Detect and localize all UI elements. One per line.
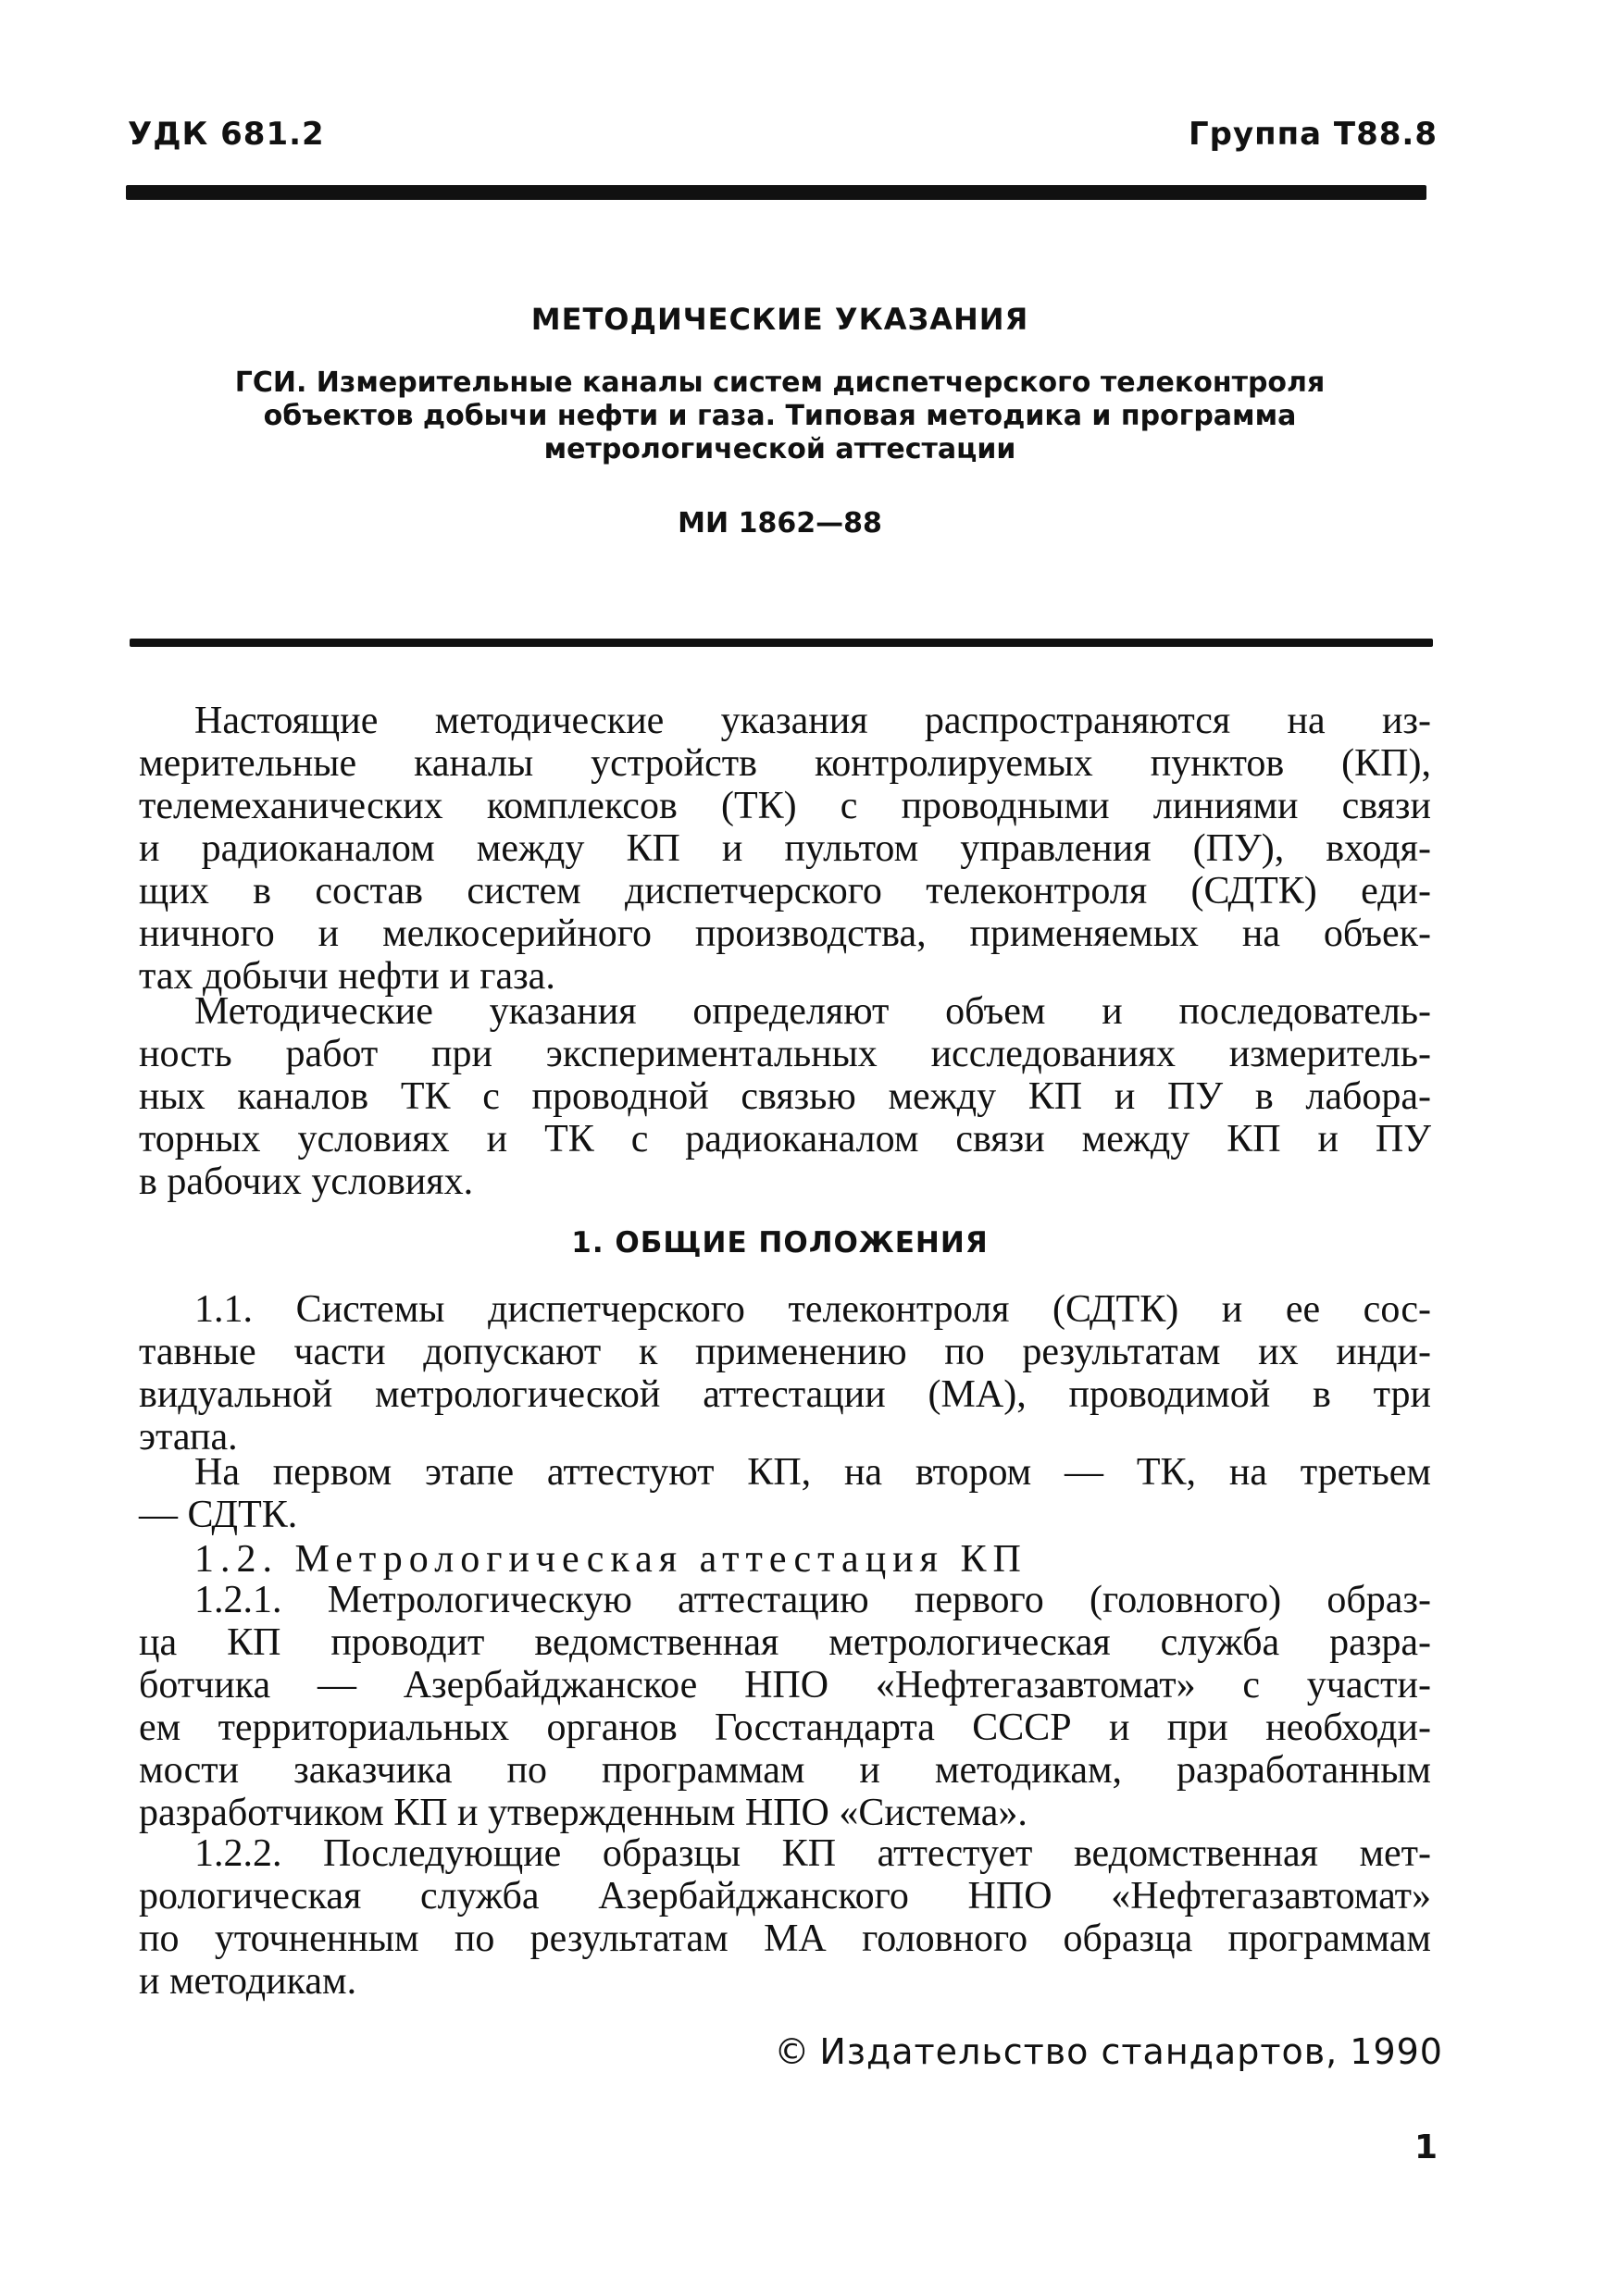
document-title: МЕТОДИЧЕСКИЕ УКАЗАНИЯ [530, 302, 1029, 337]
group-code: Группа Т88.8 [1188, 116, 1438, 153]
text-line: щих в состав систем диспетчерского телеконтроля (СДТК) еди- [139, 870, 1431, 912]
clause-1-1 [139, 1288, 1431, 1458]
copyright-icon: © [774, 2031, 811, 2072]
subtitle-line: метрологической аттестации [543, 433, 1016, 465]
text-line: по уточненным по результатам МА головного образца программам [139, 1917, 1431, 1960]
udk-code: УДК 681.2 [128, 116, 325, 153]
document-code: МИ 1862—88 [678, 507, 882, 540]
subtitle-line: ГСИ. Измерительные каналы систем диспетчерского телеконтроля [234, 366, 1326, 399]
subtitle-line: объектов добычи нефти и газа. Типовая методика и программа [263, 400, 1297, 432]
text-line: 1.1. Системы диспетчерского телеконтроля (СДТК) и ее сос- [194, 1288, 1431, 1331]
text-line: торных условиях и ТК с радиоканалом связи между КП и ПУ [139, 1118, 1431, 1160]
text-line: ничного и мелкосерийного производства, применяемых на объек- [139, 912, 1431, 955]
text-line: ботчика — Азербайджанское НПО «Нефтегазавтомат» с участи- [139, 1664, 1431, 1706]
page-number: 1 [1414, 2128, 1438, 2166]
text-line: ем территориальных органов Госстандарта СССР и при необходи- [139, 1706, 1431, 1749]
clause-1-2-2 [139, 1832, 1431, 2003]
text-line: 1.2.2. Последующие образцы КП аттестует ведомственная мет- [194, 1832, 1431, 1875]
text-line: ных каналов ТК с проводной связью между КП и ПУ в лабора- [139, 1075, 1431, 1118]
intro-paragraph-1 [139, 700, 1431, 998]
text-line: Настоящие методические указания распространяются на из- [194, 700, 1431, 742]
clause-1-2-heading [139, 1538, 1431, 1581]
text-line: Методические указания определяют объем и последователь- [194, 990, 1431, 1033]
text-line: ность работ при экспериментальных исследованиях измеритель- [139, 1033, 1431, 1075]
clause-1-2-1 [139, 1579, 1431, 1834]
text-line: — СДТК. [139, 1494, 298, 1536]
text-line: тах добычи нефти и газа. [139, 955, 555, 998]
text-line: мерительные каналы устройств контролируемых пунктов (КП), [139, 742, 1431, 785]
text-line: этапа. [139, 1416, 238, 1458]
document-subtitle [130, 366, 1430, 466]
middle-rule [130, 639, 1433, 647]
text-line: и радиоканалом между КП и пультом управления (ПУ), входя- [139, 827, 1431, 870]
text-line: мости заказчика по программам и методикам, разработанным [139, 1749, 1431, 1792]
text-line: 1.2.1. Метрологическую аттестацию первого (головного) образ- [194, 1579, 1431, 1621]
stages-paragraph [139, 1451, 1431, 1536]
text-line: в рабочих условиях. [139, 1160, 474, 1203]
text-line: 1.2. Метрологическая аттестация КП [194, 1538, 1027, 1581]
text-line: тавные части допускают к применению по результатам их инди- [139, 1331, 1431, 1373]
text-line: На первом этапе аттестуют КП, на втором — ТК, на третьем [194, 1451, 1431, 1494]
text-line: ца КП проводит ведомственная метрологическая служба разра- [139, 1621, 1431, 1664]
top-rule [126, 185, 1426, 200]
copyright-text: Издательство стандартов, 1990 [819, 2031, 1443, 2072]
text-line: и методикам. [139, 1960, 357, 2003]
text-line: телемеханических комплексов (ТК) с проводными линиями связи [139, 785, 1431, 827]
section-heading: 1. ОБЩИЕ ПОЛОЖЕНИЯ [571, 1226, 989, 1260]
text-line: рологическая служба Азербайджанского НПО «Нефтегазавтомат» [139, 1875, 1431, 1917]
text-line: видуальной метрологической аттестации (МА), проводимой в три [139, 1373, 1431, 1416]
text-line: разработчиком КП и утвержденным НПО «Система». [139, 1792, 1027, 1834]
intro-paragraph-2 [139, 990, 1431, 1203]
copyright-notice [774, 2031, 1443, 2072]
